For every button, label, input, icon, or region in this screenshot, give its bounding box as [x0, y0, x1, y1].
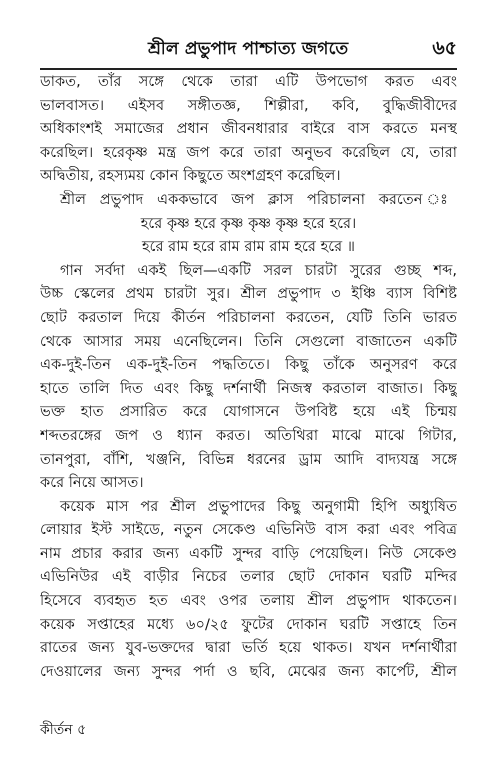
text-line: শ্রীল প্রভুপাদ এককভাবে জপ ক্লাস পরিচালনা করতেন ঃ	[60, 190, 457, 208]
text-line: করেছিল। হরেকৃষ্ণ মন্ত্র জপ করে তারা অনুভব করেছিল যে, তারা	[40, 143, 457, 161]
text-line: হাতে তালি দিত এবং কিছু দর্শনার্থী নিজস্ব করতাল বাজাত। কিছু	[40, 379, 457, 397]
text-line: হিসেবে ব্যবহৃত হত এবং ওপর তলায় শ্রীল প্রভুপাদ থাকতেন।	[40, 592, 457, 610]
text-line: শব্দতরঙ্গের জপ ও ধ্যান করত। অতিথিরা মাঝে মাঝে গিটার,	[40, 426, 457, 444]
text-line: ভালবাসত। এইসব সঙ্গীতজ্ঞ, শিল্পীরা, কবি, বুদ্ধিজীবীদের	[40, 96, 457, 114]
footer-signature: কীর্তন ৫	[40, 722, 87, 738]
text-line: গান সর্বদা একই ছিল—একটি সরল চারটা সুরের গুচ্ছ শব্দ,	[60, 261, 457, 279]
running-title: শ্রীল প্রভুপাদ পাশ্চাত্য জগতে	[148, 39, 349, 59]
text-line: কয়েক মাস পর শ্রীল প্রভুপাদের কিছু অনুগামী হিপি অধ্যুষিত	[60, 497, 457, 515]
text-line: ভক্ত হাত প্রসারিত করে যোগাসনে উপবিষ্ট হয়ে এই চিন্ময়	[40, 403, 457, 421]
text-line: অদ্বিতীয়, রহস্যময় কোন কিছুতে অংশগ্রহণ করেছিল।	[40, 167, 341, 185]
text-line: ডাকত, তাঁর সঙ্গে থেকে তারা এটি উপভোগ করত এবং	[40, 73, 457, 90]
page-header	[0, 30, 497, 60]
text-line: থেকে আসার সময় এনেছিলেন। তিনি সেগুলো বাজাতেন একটি	[40, 332, 457, 350]
text-line: হরে রাম হরে রাম রাম রাম হরে হরে ॥	[141, 238, 356, 256]
page-number: ৬৫	[432, 37, 457, 59]
body-text	[40, 70, 457, 683]
text-line: নাম প্রচার করার জন্য একটি সুন্দর বাড়ি পেয়েছিল। নিউ সেকেণ্ড	[40, 544, 457, 562]
text-line: কয়েক সপ্তাহের মধ্যে ৬০/২৫ ফুটের দোকান ঘরটি সপ্তাহে তিন	[40, 615, 457, 633]
text-line: ছোট করতাল দিয়ে কীর্তন পরিচালনা করতেন, যেটি তিনি ভারত	[40, 308, 457, 326]
text-line: উচ্চ স্কেলের প্রথম চারটা সুর। শ্রীল প্রভুপাদ ৩ ইঞ্চি ব্যাস বিশিষ্ট	[40, 285, 457, 303]
text-line: রাতের জন্য যুব-ভক্তদের দ্বারা ভর্তি হয়ে থাকত। যখন দর্শনার্থীরা	[40, 639, 457, 657]
text-line: এক-দুই-তিন এক-দুই-তিন পদ্ধতিতে। কিছু তাঁকে অনুসরণ করে	[40, 356, 457, 374]
text-line: তানপুরা, বাঁশি, খঞ্জনি, বিভিন্ন ধরনের ড্রাম আদি বাদ্যযন্ত্র সঙ্গে	[40, 450, 457, 468]
text-line: এভিনিউর এই বাড়ীর নিচের তলার ছোট দোকান ঘরটি মন্দির	[40, 568, 457, 586]
text-line: করে নিয়ে আসত।	[40, 474, 144, 492]
text-line: দেওয়ালের জন্য সুন্দর পর্দা ও ছবি, মেঝের জন্য কার্পেট, শ্রীল	[40, 662, 457, 680]
text-line: হরে কৃষ্ণ হরে কৃষ্ণ কৃষ্ণ কৃষ্ণ হরে হরে।	[140, 214, 357, 232]
text-line: লোয়ার ইস্ট সাইডে, নতুন সেকেণ্ড এভিনিউ বাস করা এবং পবিত্র	[40, 521, 457, 539]
text-line: অধিকাংশই সমাজের প্রধান জীবনধারার বাইরে বাস করতে মনস্থ	[40, 120, 457, 138]
